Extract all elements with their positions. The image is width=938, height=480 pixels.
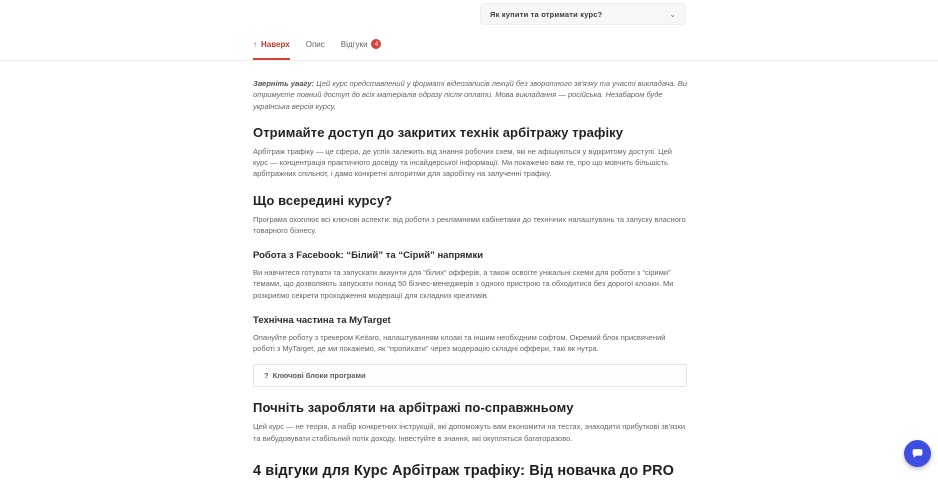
reviews-count-badge: 4	[371, 39, 381, 49]
para-start: Цей курс — не теорія, а набір конкретних інструкцій, які допоможуть вам економити на тестах, знаходити прибуткові зв'язки та вибудовувати стабільний потік доходу. Інвестуйте в знання, які окупляться багаторазово.	[253, 422, 686, 443]
para-facebook: Ви навчитеся готувати та запускати акаунти для “білих” офферів, а також освоїте унікальні схеми для роботи з “сірими” темами, що дозволяють запускати понад 50 бізнес-менеджерів з одного пристрою та обходитися без дорогої клоаки. Ми розкриємо секрети проходження модерації для складних креативів.	[253, 268, 674, 300]
tab-reviews-label: Відгуки	[340, 39, 368, 49]
program-blocks-accordion[interactable]	[253, 364, 687, 387]
top-bar	[0, 0, 938, 28]
para-tech: Опануйте роботу з трекером Keitaro, налаштуванням клоакі та іншим необхідним софтом. Окремий блок присвячений роботі з MyTarget, де ми покажемо, як “пропихати” через модерацію складні оффери, такі як нутра.	[253, 332, 666, 353]
section-tab-bar	[0, 28, 938, 61]
chat-widget-button[interactable]	[904, 440, 931, 467]
para-inside: Програма охоплює всі ключові аспекти: від роботи з рекламними кабінетами до технічних налаштувань та запуску власного товарного бізнесу.	[253, 214, 686, 235]
tab-description-label: Опис	[305, 39, 325, 49]
program-blocks-label: Ключові блоки програми	[272, 371, 366, 381]
course-notice	[253, 78, 687, 112]
tab-reviews[interactable]	[341, 28, 382, 60]
tab-back-to-top-label: Наверх	[261, 39, 290, 49]
heading-access: Отримайте доступ до закритих технік арбітражу трафіку	[253, 124, 624, 140]
reviews-section-heading: 4 відгуки для Курс Арбітраж трафіку: Від новачка до PRO	[253, 462, 675, 479]
heading-tech: Технічна частина та MyTarget	[253, 314, 391, 326]
heading-facebook: Робота з Facebook: “Білий” та “Сірий” напрямки	[253, 250, 484, 261]
para-access: Арбітраж трафіку — це сфера, де успіх залежить від знання робочих схем, які не афішуються у відкритому доступі. Цей курс — концентрація практичного досвіду та інсайдерської інформації. Ми покажемо вам те, про що мовчить більшість арбітражних спільнот, і дамо конкретні алгоритми для заробітку на залученні трафіку.	[253, 146, 673, 179]
question-icon: ?	[264, 371, 269, 381]
arrow-up-icon: ↑	[253, 39, 257, 49]
tab-back-to-top[interactable]	[253, 28, 290, 60]
chat-bubble-icon	[911, 447, 924, 460]
faq-accordion-label: Як купити та отримати курс?	[490, 9, 603, 19]
faq-accordion-toggle[interactable]	[480, 3, 686, 25]
course-notice-text: Цей курс представлений у форматі відеозаписів лекцій без зворотного зв'язку та участі викладача. Ви отримуєте повний доступ до всіх матеріалів одразу після оплати. Мова викладання — російська. Незабаром буде українська версія курсу.	[253, 79, 687, 111]
tab-description[interactable]	[306, 28, 325, 60]
heading-start: Почніть заробляти на арбітражі по-справжньому	[253, 400, 574, 416]
heading-inside: Що всередині курсу?	[253, 192, 393, 208]
course-description	[253, 61, 687, 480]
course-notice-label: Зверніть увагу:	[253, 79, 315, 88]
chevron-down-icon: ⌄	[669, 9, 676, 19]
